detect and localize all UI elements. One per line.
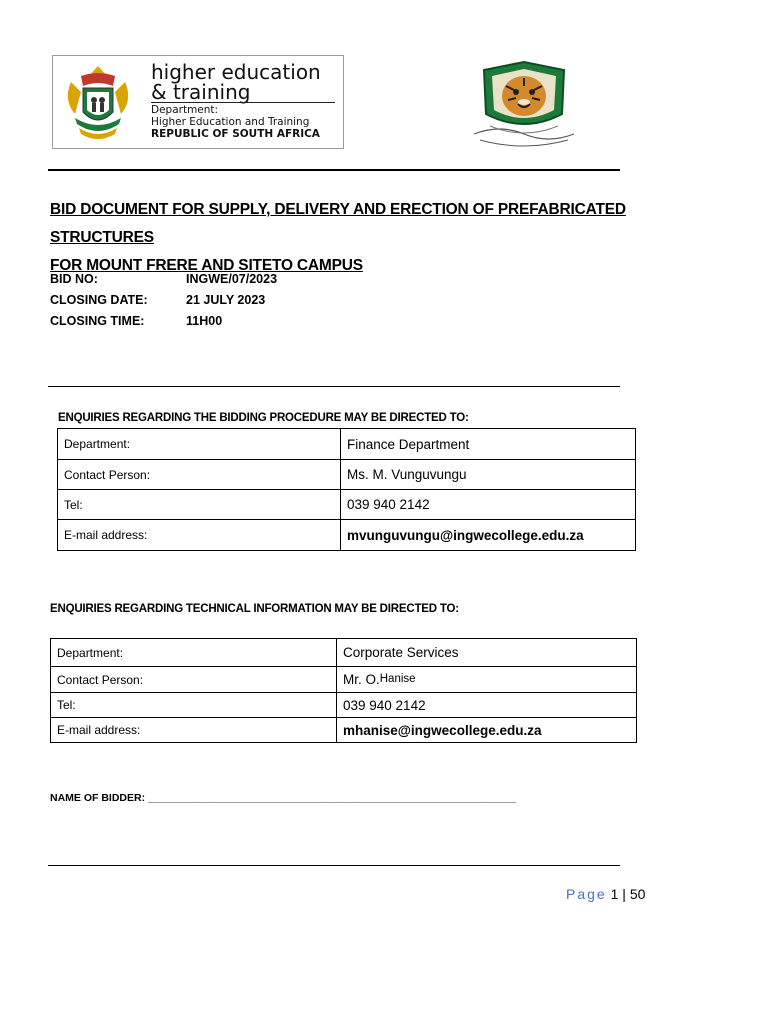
bidding-enquiries-table bbox=[57, 428, 636, 551]
dhet-logo bbox=[52, 55, 344, 149]
page-word: Page bbox=[566, 886, 607, 902]
document-title bbox=[50, 196, 730, 280]
table-row bbox=[58, 429, 636, 460]
table-row bbox=[58, 460, 636, 490]
department-label: Department: bbox=[51, 639, 337, 667]
technical-enquiries-heading: ENQUIRIES REGARDING TECHNICAL INFORMATION MAY BE DIRECTED TO: bbox=[50, 603, 459, 615]
dhet-logo-wordmark bbox=[151, 62, 321, 102]
bidding-enquiries-heading: ENQUIRIES REGARDING THE BIDDING PROCEDURE MAY BE DIRECTED TO: bbox=[58, 412, 469, 424]
table-row bbox=[51, 718, 637, 743]
table-row bbox=[58, 490, 636, 520]
dhet-logo-line2: & training bbox=[151, 80, 251, 104]
tel-value: 039 940 2142 bbox=[341, 490, 636, 520]
table-row bbox=[51, 667, 637, 693]
tiger-shield-crest-icon bbox=[470, 60, 578, 152]
email-value: mhanise@ingwecollege.edu.za bbox=[337, 718, 637, 743]
contact-person-value bbox=[337, 667, 637, 693]
bid-no-value: INGWE/07/2023 bbox=[186, 272, 278, 286]
name-of-bidder-field[interactable]: _______________________________________________________________ bbox=[148, 792, 516, 804]
email-value: mvunguvungu@ingwecollege.edu.za bbox=[341, 520, 636, 551]
dhet-logo-rule bbox=[151, 102, 335, 103]
dhet-logo-line4: Higher Education and Training bbox=[151, 116, 310, 128]
tel-label: Tel: bbox=[51, 693, 337, 718]
page-footer bbox=[566, 886, 645, 902]
dhet-logo-line5: REPUBLIC OF SOUTH AFRICA bbox=[151, 128, 320, 140]
department-label: Department: bbox=[58, 429, 341, 460]
technical-enquiries-table bbox=[50, 638, 637, 743]
dhet-logo-line3: Department: bbox=[151, 104, 219, 116]
closing-time-label: CLOSING TIME: bbox=[50, 314, 145, 328]
bid-no-label: BID NO: bbox=[50, 272, 98, 286]
footer-divider bbox=[48, 865, 620, 866]
document-title-line2: FOR MOUNT FRERE AND SITETO CAMPUS bbox=[50, 257, 363, 274]
coat-of-arms-icon bbox=[59, 62, 137, 144]
closing-time-value: 11H00 bbox=[186, 314, 223, 328]
department-value: Finance Department bbox=[341, 429, 636, 460]
name-of-bidder bbox=[50, 792, 516, 804]
name-of-bidder-label: NAME OF BIDDER: bbox=[50, 792, 148, 804]
closing-date-label: CLOSING DATE: bbox=[50, 293, 148, 307]
page-separator: | bbox=[622, 886, 626, 902]
header-divider bbox=[48, 169, 620, 171]
contact-person-value-prefix: Mr. O. bbox=[343, 672, 380, 687]
section-divider-1 bbox=[48, 386, 620, 387]
document-title-line1: BID DOCUMENT FOR SUPPLY, DELIVERY AND ERECTION OF PREFABRICATED STRUCTURES bbox=[50, 201, 626, 246]
tel-label: Tel: bbox=[58, 490, 341, 520]
dhet-logo-subtext bbox=[151, 104, 320, 140]
contact-person-label: Contact Person: bbox=[51, 667, 337, 693]
contact-person-value: Ms. M. Vunguvungu bbox=[341, 460, 636, 490]
table-row bbox=[58, 520, 636, 551]
dhet-logo-line1: higher education bbox=[151, 60, 321, 84]
tel-value: 039 940 2142 bbox=[337, 693, 637, 718]
email-label: E-mail address: bbox=[58, 520, 341, 551]
contact-person-label: Contact Person: bbox=[58, 460, 341, 490]
contact-person-value-surname: Hanise bbox=[379, 673, 416, 685]
total-pages: 50 bbox=[629, 886, 646, 902]
table-row bbox=[51, 693, 637, 718]
email-label: E-mail address: bbox=[51, 718, 337, 743]
page-number: 1 bbox=[610, 886, 619, 902]
table-row bbox=[51, 639, 637, 667]
closing-date-value: 21 JULY 2023 bbox=[186, 293, 266, 307]
department-value: Corporate Services bbox=[337, 639, 637, 667]
